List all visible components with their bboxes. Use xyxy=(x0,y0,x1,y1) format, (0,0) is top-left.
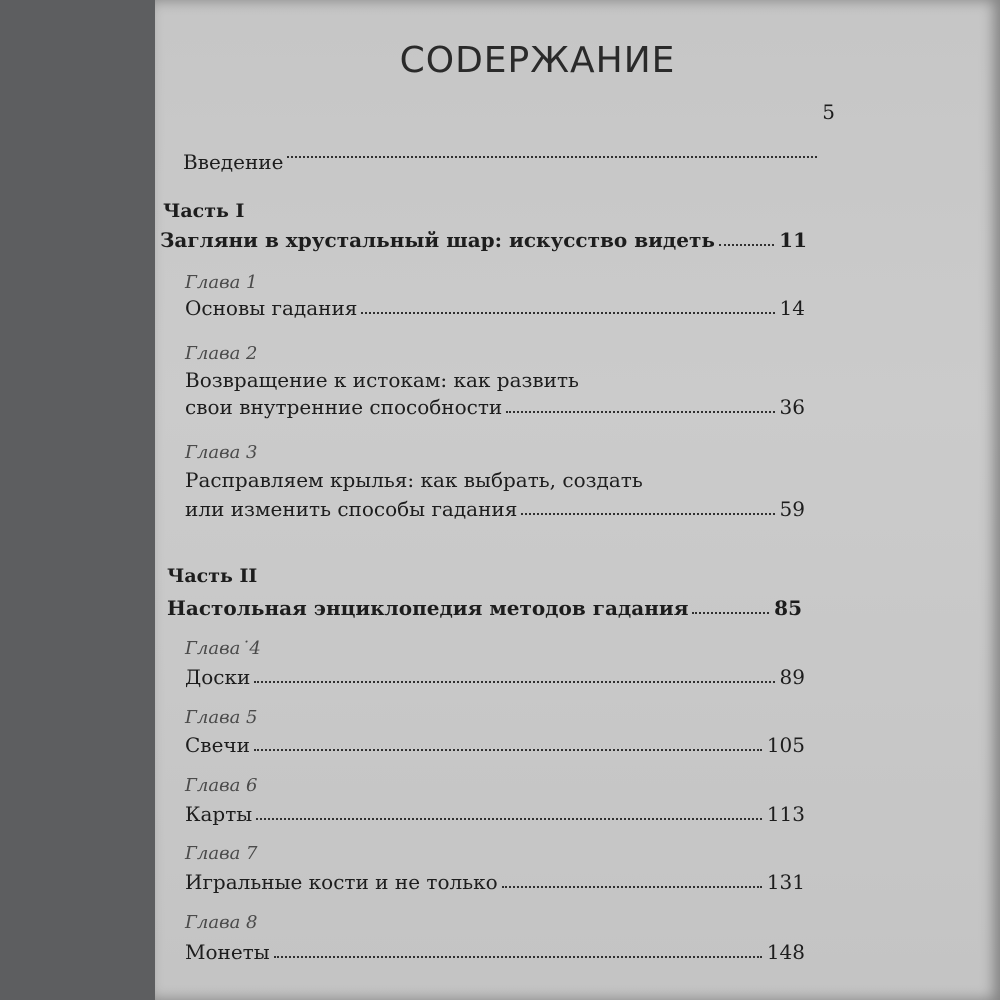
toc-page-number: 105 xyxy=(766,733,805,757)
toc-entry-chapter xyxy=(185,296,805,320)
dot-leader xyxy=(361,312,774,314)
toc-page-number: 36 xyxy=(779,395,805,419)
chapter-label: Глава 5 xyxy=(185,707,258,728)
toc-entry-chapter xyxy=(185,940,805,964)
toc-page-number: 148 xyxy=(766,940,805,964)
book-page xyxy=(155,0,1000,1000)
toc-entry-label: Свечи xyxy=(185,733,250,757)
chapter-label: Глава 3 xyxy=(185,442,258,463)
dot-leader xyxy=(719,244,774,246)
chapter-label: Глава˙4 xyxy=(185,638,261,659)
toc-entry-chapter xyxy=(185,733,805,757)
toc-entry-label: Загляни в хрустальный шар: искусство видеть xyxy=(160,228,715,252)
toc-entry-part1 xyxy=(160,228,807,252)
toc-entry-chapter xyxy=(185,497,805,521)
toc-entry-chapter xyxy=(185,665,805,689)
toc-entry-label: свои внутренние способности xyxy=(185,395,503,419)
toc-entry-label: Введение xyxy=(183,150,284,174)
toc-page-number: 11 xyxy=(779,228,807,252)
toc-page-number: 5 xyxy=(822,100,835,124)
dot-leader xyxy=(256,818,762,820)
part-label: Часть II xyxy=(167,565,258,587)
toc-page-number: 89 xyxy=(779,665,805,689)
dot-leader xyxy=(506,411,774,413)
toc-entry-label: Доски xyxy=(185,665,251,689)
toc-entry-label: Основы гадания xyxy=(185,296,358,320)
toc-entry-label: Карты xyxy=(185,802,253,826)
toc-entry-label: Игральные кости и не только xyxy=(185,870,498,894)
toc-entry-label: или изменить способы гадания xyxy=(185,497,518,521)
toc-page-number: 14 xyxy=(779,296,805,320)
dot-leader xyxy=(274,956,762,958)
toc-entry-intro xyxy=(183,100,835,174)
toc-entry-label-line1: Возвращение к истокам: как развить xyxy=(185,368,579,392)
dot-leader xyxy=(254,681,774,683)
toc-entry-label-line1: Расправляем крылья: как выбрать, создать xyxy=(185,468,643,492)
toc-entry-part2 xyxy=(167,596,802,620)
toc-page-number: 85 xyxy=(774,596,802,620)
toc-entry-label: Настольная энциклопедия методов гадания xyxy=(167,596,689,620)
toc-entry-chapter xyxy=(185,802,805,826)
chapter-label: Глава 7 xyxy=(185,843,258,864)
toc-entry-label: Монеты xyxy=(185,940,270,964)
toc-page-number: 131 xyxy=(766,870,805,894)
dot-leader xyxy=(521,513,774,515)
part-label: Часть I xyxy=(163,200,245,222)
dot-leader xyxy=(254,749,762,751)
dot-leader xyxy=(692,612,769,614)
dot-leader xyxy=(287,156,817,158)
chapter-label: Глава 1 xyxy=(185,272,258,293)
toc-entry-chapter xyxy=(185,395,805,419)
chapter-label: Глава 8 xyxy=(185,912,258,933)
chapter-label: Глава 6 xyxy=(185,775,258,796)
toc-entry-chapter xyxy=(185,870,805,894)
toc-page-number: 59 xyxy=(779,497,805,521)
dot-leader xyxy=(502,886,762,888)
toc-page-number: 113 xyxy=(766,802,805,826)
page-title: СОDЕРЖАНИЕ xyxy=(399,40,676,81)
chapter-label: Глава 2 xyxy=(185,343,258,364)
